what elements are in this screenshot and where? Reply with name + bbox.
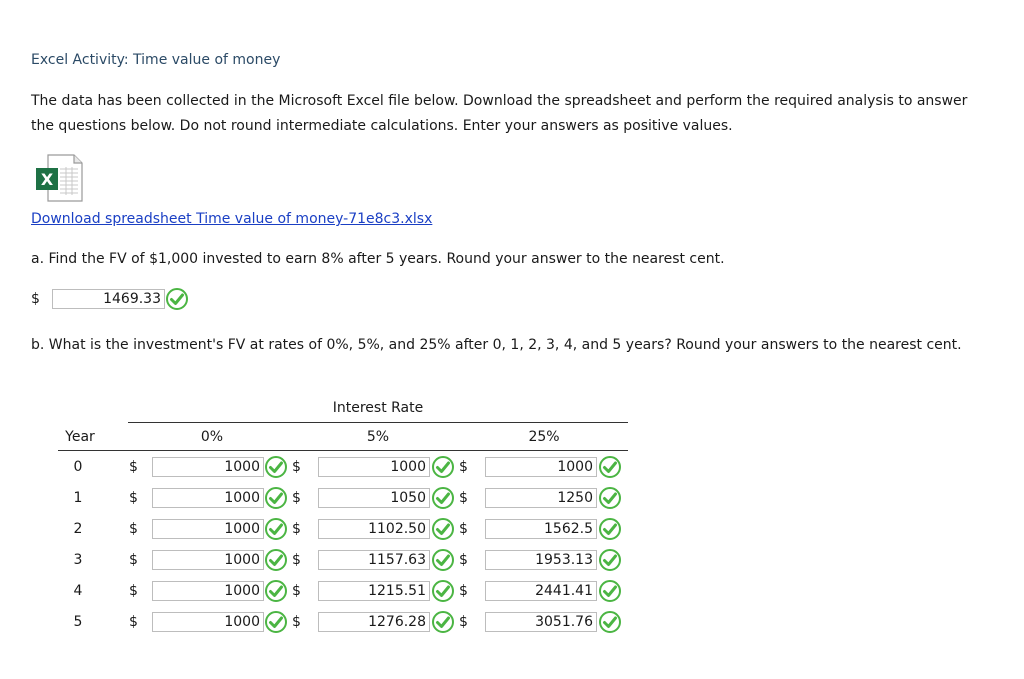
fv-answer-input[interactable]: [152, 550, 264, 570]
currency-symbol: $: [459, 521, 468, 537]
currency-symbol: $: [459, 552, 468, 568]
table-header-rule: [58, 450, 628, 451]
correct-check-icon: [432, 580, 454, 602]
currency-symbol: $: [129, 552, 138, 568]
question-b-prompt: b. What is the investment's FV at rates of 0%, 5%, and 25% after 0, 1, 2, 3, 4, and 5 years? Round your answers to the nearest cent.: [31, 337, 962, 353]
correct-check-icon: [599, 611, 621, 633]
fv-answer-input[interactable]: [152, 612, 264, 632]
correct-check-icon: [432, 611, 454, 633]
activity-instructions: The data has been collected in the Microsoft Excel file below. Download the spreadsheet and perform the required analysis to answer the questions below. Do not round intermediate calculations. Enter your answers as positive values.: [31, 93, 968, 134]
currency-symbol: $: [292, 583, 301, 599]
correct-check-icon: [599, 549, 621, 571]
fv-answer-input[interactable]: [318, 612, 430, 632]
currency-symbol: $: [292, 552, 301, 568]
correct-check-icon: [265, 580, 287, 602]
correct-check-icon: [265, 456, 287, 478]
correct-check-icon: [265, 518, 287, 540]
year-cell: 5: [73, 614, 83, 630]
currency-symbol: $: [292, 521, 301, 537]
fv-answer-input[interactable]: [485, 550, 597, 570]
fv-answer-input[interactable]: [318, 581, 430, 601]
excel-icon-letter: X: [40, 170, 54, 189]
year-cell: 1: [73, 490, 83, 506]
correct-check-icon: [599, 487, 621, 509]
correct-check-icon: [599, 580, 621, 602]
fv-answer-input[interactable]: [318, 488, 430, 508]
correct-check-icon: [599, 518, 621, 540]
fv-answer-input[interactable]: [318, 457, 430, 477]
fv-answer-input[interactable]: [152, 519, 264, 539]
rate-header-0: 0%: [200, 429, 224, 445]
fv-answer-input[interactable]: [152, 457, 264, 477]
interest-rate-header-rule: [128, 422, 628, 423]
currency-symbol: $: [459, 614, 468, 630]
year-cell: 3: [73, 552, 83, 568]
correct-check-icon: [432, 518, 454, 540]
rate-header-25: 25%: [528, 429, 560, 445]
currency-symbol: $: [459, 490, 468, 506]
currency-symbol: $: [129, 614, 138, 630]
year-column-header: Year: [65, 429, 95, 445]
excel-file-icon[interactable]: [34, 153, 84, 203]
correct-check-icon: [265, 549, 287, 571]
currency-symbol: $: [459, 583, 468, 599]
currency-symbol: $: [292, 490, 301, 506]
question-a-currency: $: [31, 291, 40, 307]
currency-symbol: $: [129, 583, 138, 599]
fv-answer-input[interactable]: [318, 550, 430, 570]
year-cell: 4: [73, 583, 83, 599]
correct-check-icon: [432, 487, 454, 509]
rate-header-5: 5%: [366, 429, 390, 445]
currency-symbol: $: [459, 459, 468, 475]
fv-answer-input[interactable]: [318, 519, 430, 539]
activity-title: Excel Activity: Time value of money: [31, 52, 281, 68]
currency-symbol: $: [129, 521, 138, 537]
question-a-answer-input[interactable]: [52, 289, 165, 309]
interest-rate-header: Interest Rate: [332, 400, 424, 416]
fv-answer-input[interactable]: [485, 581, 597, 601]
fv-answer-input[interactable]: [152, 581, 264, 601]
year-cell: 0: [73, 459, 83, 475]
correct-check-icon: [432, 456, 454, 478]
currency-symbol: $: [129, 490, 138, 506]
currency-symbol: $: [292, 459, 301, 475]
currency-symbol: $: [292, 614, 301, 630]
correct-check-icon: [265, 487, 287, 509]
fv-answer-input[interactable]: [152, 488, 264, 508]
fv-answer-input[interactable]: [485, 519, 597, 539]
question-a-prompt: a. Find the FV of $1,000 invested to earn 8% after 5 years. Round your answer to the nearest cent.: [31, 251, 725, 267]
download-spreadsheet-link[interactable]: Download spreadsheet Time value of money-71e8c3.xlsx: [31, 211, 433, 227]
fv-answer-input[interactable]: [485, 612, 597, 632]
currency-symbol: $: [129, 459, 138, 475]
question-a-correct-icon: [166, 288, 188, 310]
fv-answer-input[interactable]: [485, 488, 597, 508]
correct-check-icon: [432, 549, 454, 571]
correct-check-icon: [265, 611, 287, 633]
correct-check-icon: [599, 456, 621, 478]
fv-answer-input[interactable]: [485, 457, 597, 477]
year-cell: 2: [73, 521, 83, 537]
